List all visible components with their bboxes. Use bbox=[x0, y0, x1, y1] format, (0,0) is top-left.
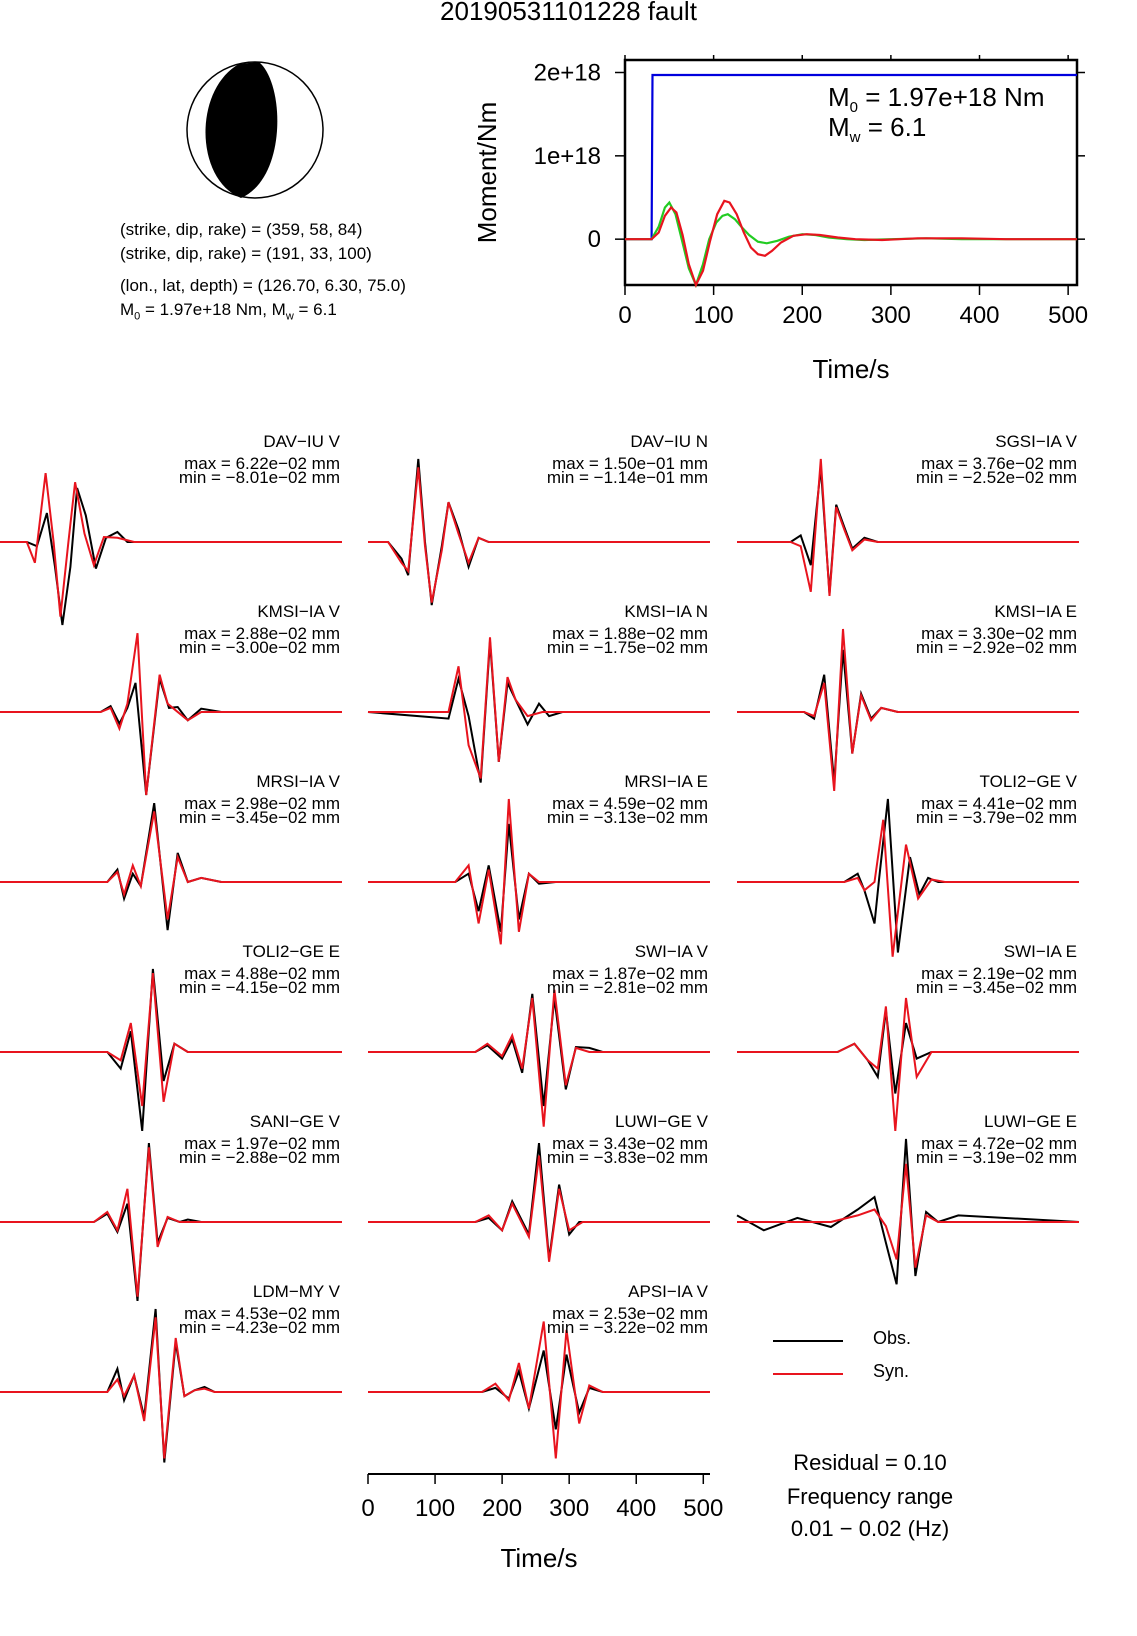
trace-max-label: max = 6.22e−02 mm bbox=[184, 454, 340, 473]
mw-subscript: w bbox=[285, 310, 294, 323]
m0-symbol: M bbox=[120, 300, 135, 319]
moment-xtick-label: 0 bbox=[618, 302, 632, 329]
observed-trace bbox=[368, 1351, 710, 1430]
waveform-xtick-label: 300 bbox=[549, 1495, 590, 1522]
moment-annotation-mw-value: = 6.1 bbox=[860, 112, 927, 142]
synthetic-trace bbox=[0, 1147, 342, 1296]
synthetic-trace bbox=[368, 1156, 710, 1262]
trace-min-label: min = −2.88e−02 mm bbox=[178, 1148, 340, 1167]
trace-min-label: min = −3.13e−02 mm bbox=[546, 808, 708, 827]
waveform-panel bbox=[0, 772, 342, 930]
trace-max-label: max = 2.19e−02 mm bbox=[921, 964, 1077, 983]
station-label: KMSI−IA E bbox=[994, 602, 1077, 621]
trace-min-label: min = −8.01e−02 mm bbox=[178, 468, 340, 487]
trace-min-label: min = −3.22e−02 mm bbox=[546, 1318, 708, 1337]
moment-annotation-mw-sub: w bbox=[849, 129, 861, 146]
station-label: LDM−MY V bbox=[252, 1282, 340, 1301]
frequency-range-value: 0.01 − 0.02 (Hz) bbox=[790, 1516, 950, 1541]
moment-magnitude-line bbox=[120, 300, 337, 322]
legend-obs-label: Obs. bbox=[873, 1328, 912, 1348]
synthetic-trace bbox=[737, 1164, 1079, 1268]
moment-ytick-label: 1e+18 bbox=[533, 142, 601, 170]
observed-trace bbox=[737, 650, 1079, 783]
trace-min-label: min = −3.19e−02 mm bbox=[915, 1148, 1077, 1167]
waveform-panel bbox=[368, 772, 710, 944]
trace-max-label: max = 2.98e−02 mm bbox=[184, 794, 340, 813]
trace-max-label: max = 3.43e−02 mm bbox=[552, 1134, 708, 1153]
observed-trace bbox=[368, 824, 710, 932]
nodal-plane-2: (strike, dip, rake) = (191, 33, 100) bbox=[120, 244, 372, 263]
trace-min-label: min = −3.45e−02 mm bbox=[915, 978, 1077, 997]
station-label: MRSI−IA V bbox=[256, 772, 340, 791]
trace-min-label: min = −3.00e−02 mm bbox=[178, 638, 340, 657]
source-location: (lon., lat, depth) = (126.70, 6.30, 75.0) bbox=[120, 276, 406, 295]
synthetic-trace bbox=[0, 811, 342, 919]
station-label: MRSI−IA E bbox=[624, 772, 708, 791]
moment-xtick-label: 300 bbox=[870, 302, 911, 329]
waveform-xtick-label: 400 bbox=[616, 1495, 657, 1522]
station-label: KMSI−IA N bbox=[624, 602, 708, 621]
trace-min-label: min = −2.81e−02 mm bbox=[546, 978, 708, 997]
nodal-plane-1: (strike, dip, rake) = (359, 58, 84) bbox=[120, 220, 363, 239]
mw-value: = 6.1 bbox=[293, 300, 337, 319]
trace-max-label: max = 4.41e−02 mm bbox=[921, 794, 1077, 813]
waveform-panel bbox=[0, 602, 342, 795]
station-label: APSI−IA V bbox=[628, 1282, 708, 1301]
waveform-xtick-label: 200 bbox=[482, 1495, 523, 1522]
waveform-panel bbox=[737, 602, 1079, 791]
station-label: SWI−IA E bbox=[1003, 942, 1077, 961]
waveform-panel bbox=[368, 432, 710, 605]
m0-value: = 1.97e+18 Nm, M bbox=[140, 300, 286, 319]
trace-min-label: min = −3.79e−02 mm bbox=[915, 808, 1077, 827]
moment-ylabel: Moment/Nm bbox=[472, 101, 502, 244]
waveform-panel bbox=[368, 942, 710, 1127]
m0-subscript: 0 bbox=[134, 310, 141, 323]
observed-trace bbox=[368, 994, 710, 1106]
station-label: SWI−IA V bbox=[634, 942, 708, 961]
trace-max-label: max = 3.76e−02 mm bbox=[921, 454, 1077, 473]
legend-syn-line bbox=[773, 1373, 843, 1375]
station-label: SGSI−IA V bbox=[995, 432, 1077, 451]
waveform-panel bbox=[737, 1112, 1079, 1284]
beachball-icon bbox=[185, 60, 325, 200]
waveform-xtick-label: 500 bbox=[683, 1495, 724, 1522]
synthetic-trace bbox=[0, 1317, 342, 1458]
moment-series-2 bbox=[625, 201, 1077, 285]
trace-min-label: min = −3.45e−02 mm bbox=[178, 808, 340, 827]
trace-max-label: max = 1.97e−02 mm bbox=[184, 1134, 340, 1153]
station-label: SANI−GE V bbox=[249, 1112, 340, 1131]
trace-max-label: max = 2.88e−02 mm bbox=[184, 624, 340, 643]
trace-min-label: min = −4.23e−02 mm bbox=[178, 1318, 340, 1337]
waveform-panel bbox=[0, 942, 342, 1131]
synthetic-trace bbox=[368, 467, 710, 602]
trace-min-label: min = −1.14e−01 mm bbox=[546, 468, 708, 487]
trace-max-label: max = 4.88e−02 mm bbox=[184, 964, 340, 983]
station-label: DAV−IU N bbox=[630, 432, 708, 451]
moment-annotation-m0-value: = 1.97e+18 Nm bbox=[858, 82, 1045, 112]
station-label: DAV−IU V bbox=[263, 432, 340, 451]
moment-xtick-label: 200 bbox=[782, 302, 823, 329]
trace-max-label: max = 2.53e−02 mm bbox=[552, 1304, 708, 1323]
waveform-panel bbox=[0, 432, 342, 625]
waveform-panel bbox=[368, 602, 710, 783]
station-label: TOLI2−GE E bbox=[242, 942, 340, 961]
trace-min-label: min = −3.83e−02 mm bbox=[546, 1148, 708, 1167]
moment-xtick-label: 400 bbox=[959, 302, 1000, 329]
synthetic-trace bbox=[368, 637, 710, 778]
waveform-panel bbox=[737, 772, 1079, 957]
station-label: KMSI−IA V bbox=[257, 602, 340, 621]
synthetic-trace bbox=[0, 633, 342, 795]
legend-obs-line bbox=[773, 1340, 843, 1342]
trace-max-label: max = 3.30e−02 mm bbox=[921, 624, 1077, 643]
trace-max-label: max = 4.59e−02 mm bbox=[552, 794, 708, 813]
station-label: LUWI−GE E bbox=[983, 1112, 1077, 1131]
moment-annotation-m0-sub: 0 bbox=[849, 99, 859, 116]
legend-syn-label: Syn. bbox=[873, 1361, 910, 1381]
trace-max-label: max = 1.87e−02 mm bbox=[552, 964, 708, 983]
waveform-panel bbox=[0, 1112, 342, 1301]
synthetic-trace bbox=[737, 998, 1079, 1131]
station-label: TOLI2−GE V bbox=[979, 772, 1077, 791]
synthetic-trace bbox=[368, 1322, 710, 1459]
synthetic-trace bbox=[737, 820, 1079, 957]
waveform-xlabel: Time/s bbox=[500, 1543, 578, 1573]
trace-min-label: min = −2.52e−02 mm bbox=[915, 468, 1077, 487]
moment-ytick-label: 2e+18 bbox=[533, 59, 601, 87]
waveform-xtick-label: 100 bbox=[415, 1495, 456, 1522]
trace-max-label: max = 4.53e−02 mm bbox=[184, 1304, 340, 1323]
station-label: LUWI−GE V bbox=[614, 1112, 708, 1131]
trace-max-label: max = 1.88e−02 mm bbox=[552, 624, 708, 643]
waveform-xtick-label: 0 bbox=[361, 1495, 375, 1522]
waveform-panel bbox=[368, 1112, 710, 1262]
figure-title: 20190531101228 fault bbox=[440, 0, 697, 26]
trace-min-label: min = −2.92e−02 mm bbox=[915, 638, 1077, 657]
moment-xlabel: Time/s bbox=[812, 354, 890, 384]
waveform-panel bbox=[368, 1282, 710, 1458]
residual-label: Residual = 0.10 bbox=[793, 1450, 947, 1475]
moment-xtick-label: 500 bbox=[1048, 302, 1089, 329]
frequency-range-label: Frequency range bbox=[786, 1484, 954, 1509]
trace-max-label: max = 4.72e−02 mm bbox=[921, 1134, 1077, 1153]
waveform-panel bbox=[737, 432, 1079, 596]
trace-max-label: max = 1.50e−01 mm bbox=[552, 454, 708, 473]
moment-ytick-label: 0 bbox=[587, 226, 601, 254]
waveform-panel bbox=[0, 1282, 342, 1463]
moment-annotation-m0: $M_0 = 1.97e+18$ Nm bbox=[828, 82, 1045, 116]
trace-min-label: min = −1.75e−02 mm bbox=[546, 638, 708, 657]
trace-min-label: min = −4.15e−02 mm bbox=[178, 978, 340, 997]
moment-xtick-label: 100 bbox=[693, 302, 734, 329]
waveform-panel bbox=[737, 942, 1079, 1131]
moment-annotation-mw: $M_w = 6.1$ bbox=[828, 112, 927, 146]
moment-chart bbox=[472, 40, 1100, 410]
